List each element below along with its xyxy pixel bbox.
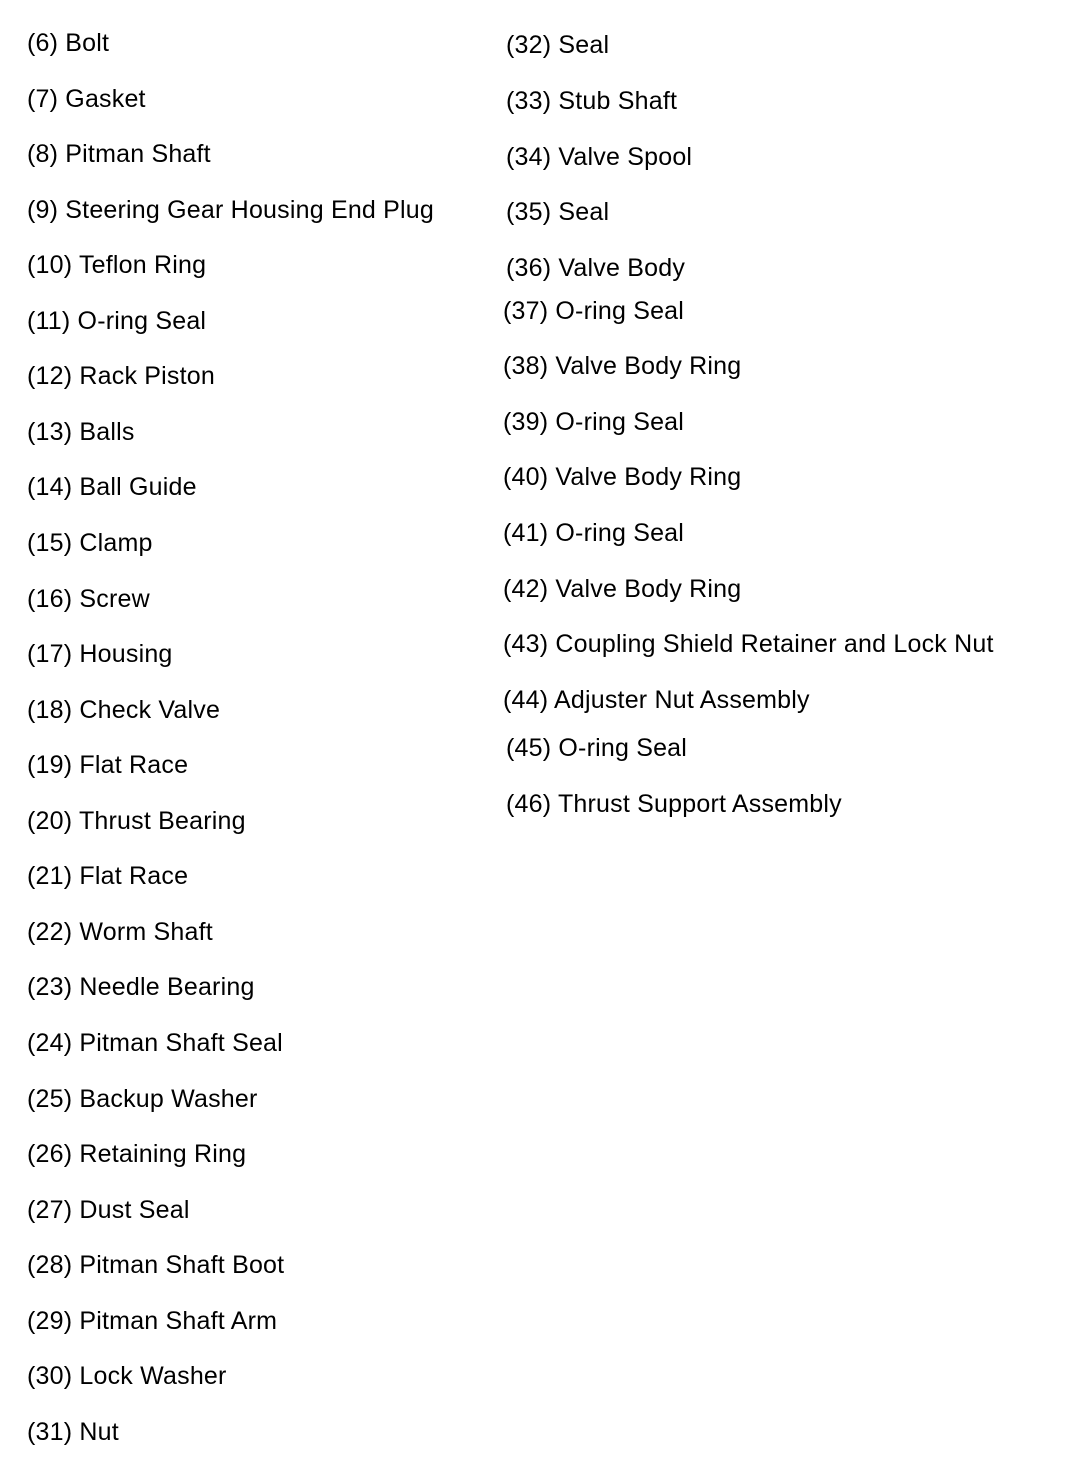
part-item: (38) Valve Body Ring [503,352,742,380]
part-item: (16) Screw [27,585,150,613]
part-item: (24) Pitman Shaft Seal [27,1029,283,1057]
part-item: (34) Valve Spool [506,143,693,171]
part-item: (19) Flat Race [27,751,189,779]
part-item: (21) Flat Race [27,862,189,890]
part-item: (30) Lock Washer [27,1362,227,1390]
part-item: (23) Needle Bearing [27,973,255,1001]
part-item: (35) Seal [506,198,610,226]
part-item: (46) Thrust Support Assembly [506,790,842,818]
part-item: (33) Stub Shaft [506,87,678,115]
part-item: (45) O-ring Seal [506,734,688,762]
part-item: (10) Teflon Ring [27,251,207,279]
part-item: (8) Pitman Shaft [27,140,211,168]
part-item: (41) O-ring Seal [503,519,685,547]
part-item: (18) Check Valve [27,696,221,724]
part-item: (15) Clamp [27,529,153,557]
part-item: (22) Worm Shaft [27,918,213,946]
part-item: (37) O-ring Seal [503,297,685,325]
part-item: (6) Bolt [27,29,110,57]
part-item: (14) Ball Guide [27,473,197,501]
part-item: (36) Valve Body [506,254,686,282]
part-item: (27) Dust Seal [27,1196,190,1224]
part-item: (40) Valve Body Ring [503,463,742,491]
part-item: (28) Pitman Shaft Boot [27,1251,285,1279]
part-item: (11) O-ring Seal [27,307,207,335]
part-item: (25) Backup Washer [27,1085,258,1113]
part-item: (26) Retaining Ring [27,1140,247,1168]
part-item: (42) Valve Body Ring [503,575,742,603]
part-item: (31) Nut [27,1418,119,1446]
part-item: (43) Coupling Shield Retainer and Lock Nut [503,630,994,658]
part-item: (32) Seal [506,31,610,59]
part-item: (13) Balls [27,418,135,446]
part-item: (20) Thrust Bearing [27,807,246,835]
part-item: (39) O-ring Seal [503,408,685,436]
part-item: (7) Gasket [27,85,146,113]
part-item: (29) Pitman Shaft Arm [27,1307,278,1335]
part-item: (12) Rack Piston [27,362,215,390]
part-item: (44) Adjuster Nut Assembly [503,686,810,714]
part-item: (9) Steering Gear Housing End Plug [27,196,435,224]
part-item: (17) Housing [27,640,173,668]
